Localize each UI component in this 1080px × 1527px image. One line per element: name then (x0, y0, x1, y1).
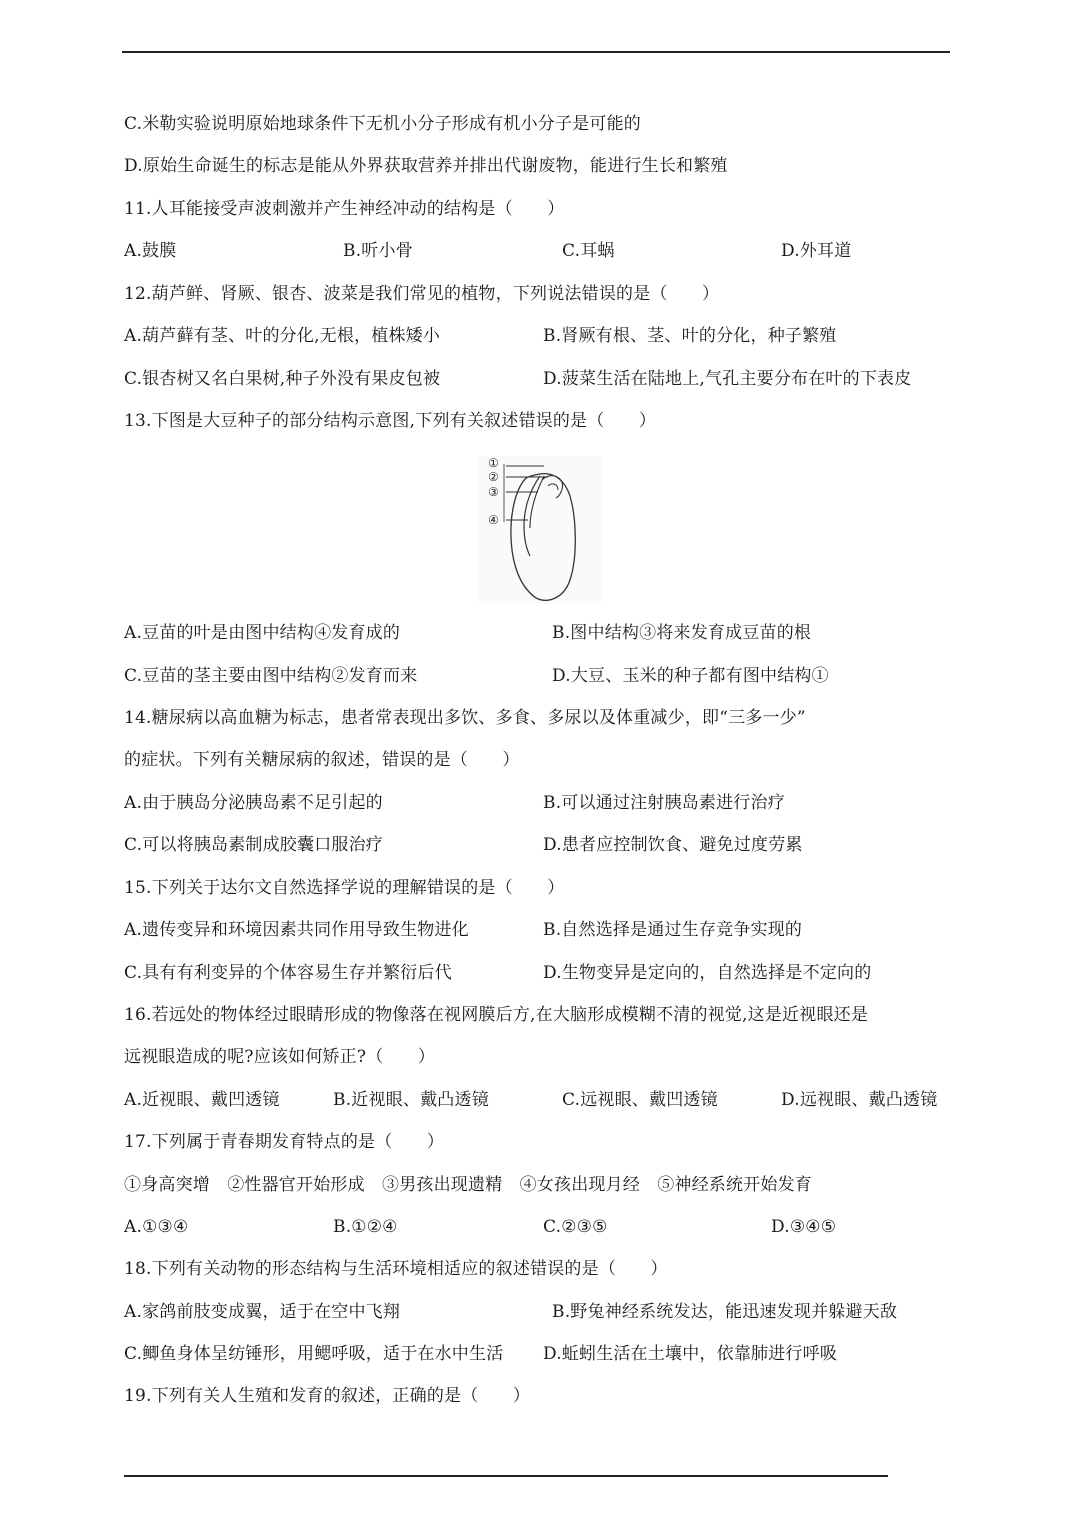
question-16-stem-line2: 远视眼造成的呢?应该如何矫正?（ ） (124, 1047, 436, 1067)
q11-option-d: D.外耳道 (781, 241, 852, 261)
q15-option-a: A.遗传变异和环境因素共同作用导致生物进化 (124, 920, 469, 940)
q11-option-a: A.鼓膜 (124, 241, 177, 261)
q18-option-a: A.家鸽前肢变成翼，适于在空中飞翔 (124, 1302, 401, 1322)
q15-option-c: C.具有有利变异的个体容易生存并繁衍后代 (124, 963, 452, 983)
figure-label-2: ② (488, 470, 499, 484)
header-rule (122, 51, 950, 53)
q18-option-d: D.蚯蚓生活在土壤中，依靠肺进行呼吸 (543, 1344, 838, 1364)
q11-option-c: C.耳蜗 (562, 241, 615, 261)
q16-option-c: C.远视眼、戴凹透镜 (562, 1090, 718, 1110)
q14-option-c: C.可以将胰岛素制成胶囊口服治疗 (124, 835, 384, 855)
q13-option-c: C.豆苗的茎主要由图中结构②发育而来 (124, 666, 418, 686)
question-12-stem: 12.葫芦鲜、肾厥、银杏、波菜是我们常见的植物，下列说法错误的是（ ） (124, 284, 720, 304)
question-13-stem: 13.下图是大豆种子的部分结构示意图,下列有关叙述错误的是（ ） (124, 411, 657, 431)
q14-option-b: B.可以通过注射胰岛素进行治疗 (543, 793, 785, 813)
q16-option-d: D.远视眼、戴凸透镜 (781, 1090, 938, 1110)
q13-option-a: A.豆苗的叶是由图中结构④发育成的 (124, 623, 401, 643)
question-17-stem: 17.下列属于青春期发育特点的是（ ） (124, 1132, 445, 1152)
q12-option-b: B.肾厥有根、茎、叶的分化，种子繁殖 (543, 326, 837, 346)
q15-option-b: B.自然选择是通过生存竞争实现的 (543, 920, 803, 940)
q17-option-d: D.③④⑤ (771, 1217, 837, 1237)
q17-option-b: B.①②④ (333, 1217, 398, 1237)
q17-option-a: A.①③④ (124, 1217, 189, 1237)
q12-option-a: A.葫芦藓有茎、叶的分化,无根，植株矮小 (124, 326, 441, 346)
question-14-stem-line2: 的症状。下列有关糖尿病的叙述，错误的是（ ） (124, 750, 520, 770)
option-c-q10: C.米勒实验说明原始地球条件下无机小分子形成有机小分子是可能的 (124, 114, 642, 134)
q12-option-d: D.菠菜生活在陆地上,气孔主要分布在叶的下表皮 (543, 369, 912, 389)
q11-option-b: B.听小骨 (343, 241, 413, 261)
q18-option-c: C.鲫鱼身体呈纺锤形，用鳃呼吸，适于在水中生活 (124, 1344, 504, 1364)
footer-rule (124, 1475, 888, 1477)
q17-option-c: C.②③⑤ (543, 1217, 608, 1237)
q16-option-b: B.近视眼、戴凸透镜 (333, 1090, 489, 1110)
q14-option-d: D.患者应控制饮食、避免过度劳累 (543, 835, 803, 855)
option-d-q10: D.原始生命诞生的标志是能从外界获取营养并排出代谢废物，能进行生长和繁殖 (124, 156, 728, 176)
figure-label-3: ③ (488, 485, 499, 499)
question-18-stem: 18.下列有关动物的形态结构与生活环境相适应的叙述错误的是（ ） (124, 1259, 668, 1279)
soybean-seed-diagram (478, 456, 602, 604)
q15-option-d: D.生物变异是定向的，自然选择是不定向的 (543, 963, 872, 983)
q18-option-b: B.野兔神经系统发达，能迅速发现并躲避天敌 (552, 1302, 898, 1322)
question-11-stem: 11.人耳能接受声波刺激并产生神经冲动的结构是（ ） (124, 199, 565, 219)
figure-label-1: ① (488, 456, 499, 470)
figure-label-4: ④ (488, 513, 499, 527)
question-15-stem: 15.下列关于达尔文自然选择学说的理解错误的是（ ） (124, 878, 565, 898)
question-16-stem-line1: 16.若远处的物体经过眼睛形成的物像落在视网膜后方,在大脑形成模糊不清的视觉,这是近视眼还是 (124, 1005, 869, 1025)
q12-option-c: C.银杏树又名白果树,种子外没有果皮包被 (124, 369, 441, 389)
question-14-stem-line1: 14.糖尿病以高血糖为标志，患者常表现出多饮、多食、多尿以及体重减少，即“三多一少” (124, 708, 806, 728)
q16-option-a: A.近视眼、戴凹透镜 (124, 1090, 280, 1110)
q13-option-d: D.大豆、玉米的种子都有图中结构① (552, 666, 829, 686)
q14-option-a: A.由于胰岛分泌胰岛素不足引起的 (124, 793, 383, 813)
question-19-stem: 19.下列有关人生殖和发育的叙述，正确的是（ ） (124, 1386, 531, 1406)
q13-option-b: B.图中结构③将来发育成豆苗的根 (552, 623, 812, 643)
question-17-items: ①身高突增 ②性器官开始形成 ③男孩出现遗精 ④女孩出现月经 ⑤神经系统开始发育 (124, 1175, 812, 1195)
